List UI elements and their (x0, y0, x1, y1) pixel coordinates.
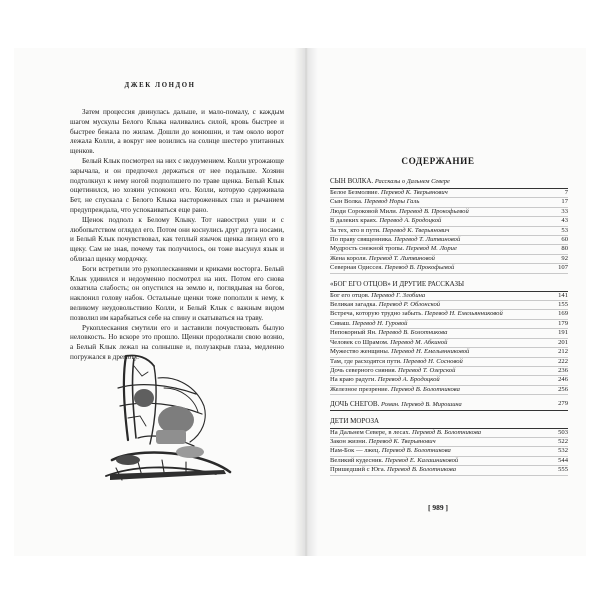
paragraph: Боги встретили это рукоплесканиями и криками восторга. Белый Клык удивился и недоуменно посмотрел на них. Потом его снова охватила слабость; он опустился на землю и, поглядывая на богов, наклонил голову набок. Остальные щенки тоже поползли к нему, к великому неудовольствию Колли, и Белый Клык с важным видом позволил им карабкаться себе на спину и скатываться на траву. (70, 264, 284, 322)
entry-translator: Перевод Т. Литвиновой (368, 254, 435, 262)
sled-gear-illustration (98, 348, 238, 498)
toc-entry[interactable] (330, 236, 568, 245)
toc-entry[interactable] (330, 329, 568, 338)
entry-translator: Перевод М. Лорие (405, 245, 457, 253)
entry-title: Белое Безмолвие. (330, 189, 380, 196)
toc-section (330, 279, 568, 395)
entry-title: За тех, кто в пути. (330, 226, 381, 234)
entry-translator: Перевод Н. Емельянниковой (391, 348, 470, 356)
entry-title: На краю радуги. (330, 376, 377, 384)
entry-page: 33 (561, 207, 568, 215)
entry-translator: Перевод Т. Озерской (398, 366, 456, 374)
running-head: ДЖЕК ЛОНДОН (124, 82, 196, 89)
entry-page: 256 (558, 385, 568, 393)
entry-translator: Перевод В. Болотникова (412, 428, 482, 436)
entry-title: Сын Волка. (330, 198, 363, 206)
entry-page: 191 (558, 329, 568, 337)
entry-translator: Перевод В. Болотникова (386, 466, 456, 474)
entry-page: 503 (558, 428, 568, 436)
entry-page: 201 (558, 338, 568, 346)
entry-title: Пришедший с Юга. (330, 466, 386, 474)
right-page (306, 48, 586, 556)
entry-translator: Перевод Т. Литвиновой (394, 236, 461, 244)
entry-translator: Перевод В. Прокофьевой (384, 264, 455, 272)
entry-translator: Перевод Е. Калашниковой (384, 456, 459, 464)
paragraph: Щенок подполз к Белому Клыку. Тот навострил уши и с любопытством оглядел его. Потом они коснулись друг друга носами, и Белый Клык почувствовал, как теплый язычок щенка лизнул его в щеку. Сам не зная, почему так получилось, он тоже высунул язык и облизал щенку мордочку. (70, 215, 284, 263)
toc-entry[interactable] (330, 301, 568, 310)
toc-title: СОДЕРЖАНИЕ (401, 156, 475, 166)
toc-entry[interactable] (330, 339, 568, 348)
entry-title: Сиваш. (330, 319, 351, 327)
toc-entry[interactable] (330, 208, 568, 217)
entry-page: 155 (558, 301, 568, 309)
entry-page: 555 (558, 466, 568, 474)
entry-page: 141 (558, 291, 568, 299)
entry-page: 279 (558, 400, 568, 408)
entry-translator: Перевод К. Тверьянович (368, 437, 436, 445)
toc-entry[interactable] (330, 358, 568, 367)
toc-entry[interactable] (330, 429, 568, 438)
toc-entry[interactable] (330, 292, 568, 301)
body-text (70, 108, 284, 363)
toc-entry[interactable] (330, 189, 568, 198)
entry-title: Мудрость снежной тропы. (330, 245, 405, 253)
toc-entry[interactable] (330, 376, 568, 385)
entry-translator: Перевод А. Бродоцкой (379, 217, 442, 225)
entry-title: Там, где расходятся пути. (330, 357, 402, 365)
entry-translator: Перевод В. Болотникова (381, 447, 451, 455)
toc-section-note: Роман. Перевод В. Мирошина (380, 401, 462, 409)
toc-section-note: Рассказы о Дальнем Севере (374, 178, 450, 185)
toc-entry[interactable] (330, 400, 568, 410)
entry-title: Непокорный Ян. (330, 329, 377, 337)
entry-title: Нам-Бок — лжец. (330, 447, 381, 455)
entry-title: На Дальнем Севере, в лесах. (330, 428, 411, 436)
table-of-contents (330, 176, 568, 476)
entry-page: 522 (558, 437, 568, 445)
toc-entry[interactable] (330, 245, 568, 254)
entry-page: 179 (558, 319, 568, 327)
paragraph: Белый Клык посмотрел на них с недоумением. Колли угрожающе зарычала, и он предпочел держаться от нее подальше. Хозяин подтолкнул к нему ногой подползшего по траве щенка. Белый Клык ощетинился, но хозяин успокоил его. Колли, которую сдерживала Бет, не спускала с Белого Клыка настороженных глаз и рычанием предупреждала, что успокаиваться еще рано. (70, 156, 284, 214)
toc-entry[interactable] (330, 466, 568, 475)
entry-page: 107 (558, 264, 568, 272)
entry-page: 80 (561, 245, 568, 253)
toc-entry[interactable] (330, 386, 568, 395)
entry-title: Человек со Шрамом. (330, 338, 389, 346)
entry-translator: Перевод Н. Сосновой (403, 357, 463, 365)
toc-entry[interactable] (330, 227, 568, 236)
toc-entry[interactable] (330, 198, 568, 207)
entry-page: 222 (558, 357, 568, 365)
toc-section-title: СЫН ВОЛКА. (330, 177, 374, 185)
entry-page: 236 (558, 366, 568, 374)
entry-page: 7 (564, 189, 568, 196)
entry-page: 169 (558, 310, 568, 318)
entry-title: Встреча, которую трудно забыть. (330, 310, 423, 318)
entry-translator: Перевод Норы Галь (364, 198, 420, 206)
entry-page: 532 (558, 447, 568, 455)
toc-section (330, 176, 568, 274)
entry-translator: Перевод В. Прокофьевой (399, 207, 469, 215)
entry-translator: Перевод К. Тверьянович (380, 189, 448, 196)
entry-translator: Перевод Н. Гуровой (352, 319, 408, 327)
toc-entry[interactable] (330, 447, 568, 456)
entry-page: 43 (561, 217, 568, 225)
entry-title: Люди Сороковой Мили. (330, 207, 398, 215)
page-number: [ 989 ] (428, 503, 448, 512)
toc-section (330, 416, 568, 476)
toc-section-title: ДОЧЬ СНЕГОВ. (330, 400, 380, 409)
entry-translator: Перевод М. Абкиной (390, 338, 448, 346)
toc-entry[interactable] (330, 367, 568, 376)
toc-section-title: «БОГ ЕГО ОТЦОВ» И ДРУГИЕ РАССКАЗЫ (330, 279, 465, 288)
entry-title: Мужество женщины. (330, 348, 390, 356)
toc-entry[interactable] (330, 348, 568, 357)
entry-translator: Перевод Н. Емельянниковой (424, 310, 503, 318)
entry-page: 246 (558, 376, 568, 384)
entry-page: 60 (561, 236, 568, 244)
entry-page: 212 (558, 348, 568, 356)
entry-title: По праву священника. (330, 236, 393, 244)
entry-title: Северная Одиссея. (330, 264, 383, 272)
entry-translator: Перевод Г. Злобина (371, 291, 426, 299)
entry-page: 17 (561, 198, 568, 206)
entry-title: Бог его отцов. (330, 291, 370, 299)
entry-title: Великая загадка. (330, 301, 378, 309)
entry-title: Закон жизни. (330, 437, 367, 445)
entry-page: 92 (561, 254, 568, 262)
toc-section (330, 400, 568, 410)
entry-page: 53 (561, 226, 568, 234)
paragraph: Затем процессия двинулась дальше, и мало-помалу, с каждым шагом мускулы Белого Клыка наливались силой, кровь быстрее и быстрее бежала по жилам. Дошли до конюшни, и там около ворот лежала Колли, а вокруг нее возились на солнце шестеро упитанных щенков. (70, 108, 284, 156)
toc-section-title: ДЕТИ МОРОЗА (330, 416, 380, 425)
entry-title: В далеких краях. (330, 217, 378, 225)
toc-entry[interactable] (330, 438, 568, 447)
toc-entry[interactable] (330, 320, 568, 329)
entry-title: Железное презрение. (330, 385, 390, 393)
entry-translator: Перевод В. Болотникова (390, 385, 460, 393)
entry-translator: Перевод Р. Облонской (378, 301, 441, 309)
left-page (14, 48, 306, 556)
toc-entry[interactable] (330, 310, 568, 319)
entry-title: Жена короля. (330, 254, 368, 262)
entry-translator: Перевод А. Бродоцкой (377, 376, 440, 384)
paragraph: Рукоплескания смутили его и заставили почувствовать былую неловкость. Но вскоре это прошло. Щенки продолжали свою возню, а Белый Клык лежал на солнышке и, полузакрыв глаза, медленно погружался в дремоту. (70, 323, 284, 361)
entry-title: Дочь северного сияния. (330, 366, 397, 374)
entry-translator: Перевод В. Болотникова (378, 329, 448, 337)
toc-entry[interactable] (330, 217, 568, 226)
toc-entry[interactable] (330, 264, 568, 273)
book-spread (14, 48, 586, 556)
entry-page: 544 (558, 456, 568, 464)
entry-title: Великий кудесник. (330, 456, 384, 464)
entry-translator: Перевод К. Тверьянович (382, 226, 450, 234)
book-gutter (294, 48, 318, 556)
toc-entry[interactable] (330, 457, 568, 466)
toc-entry[interactable] (330, 255, 568, 264)
